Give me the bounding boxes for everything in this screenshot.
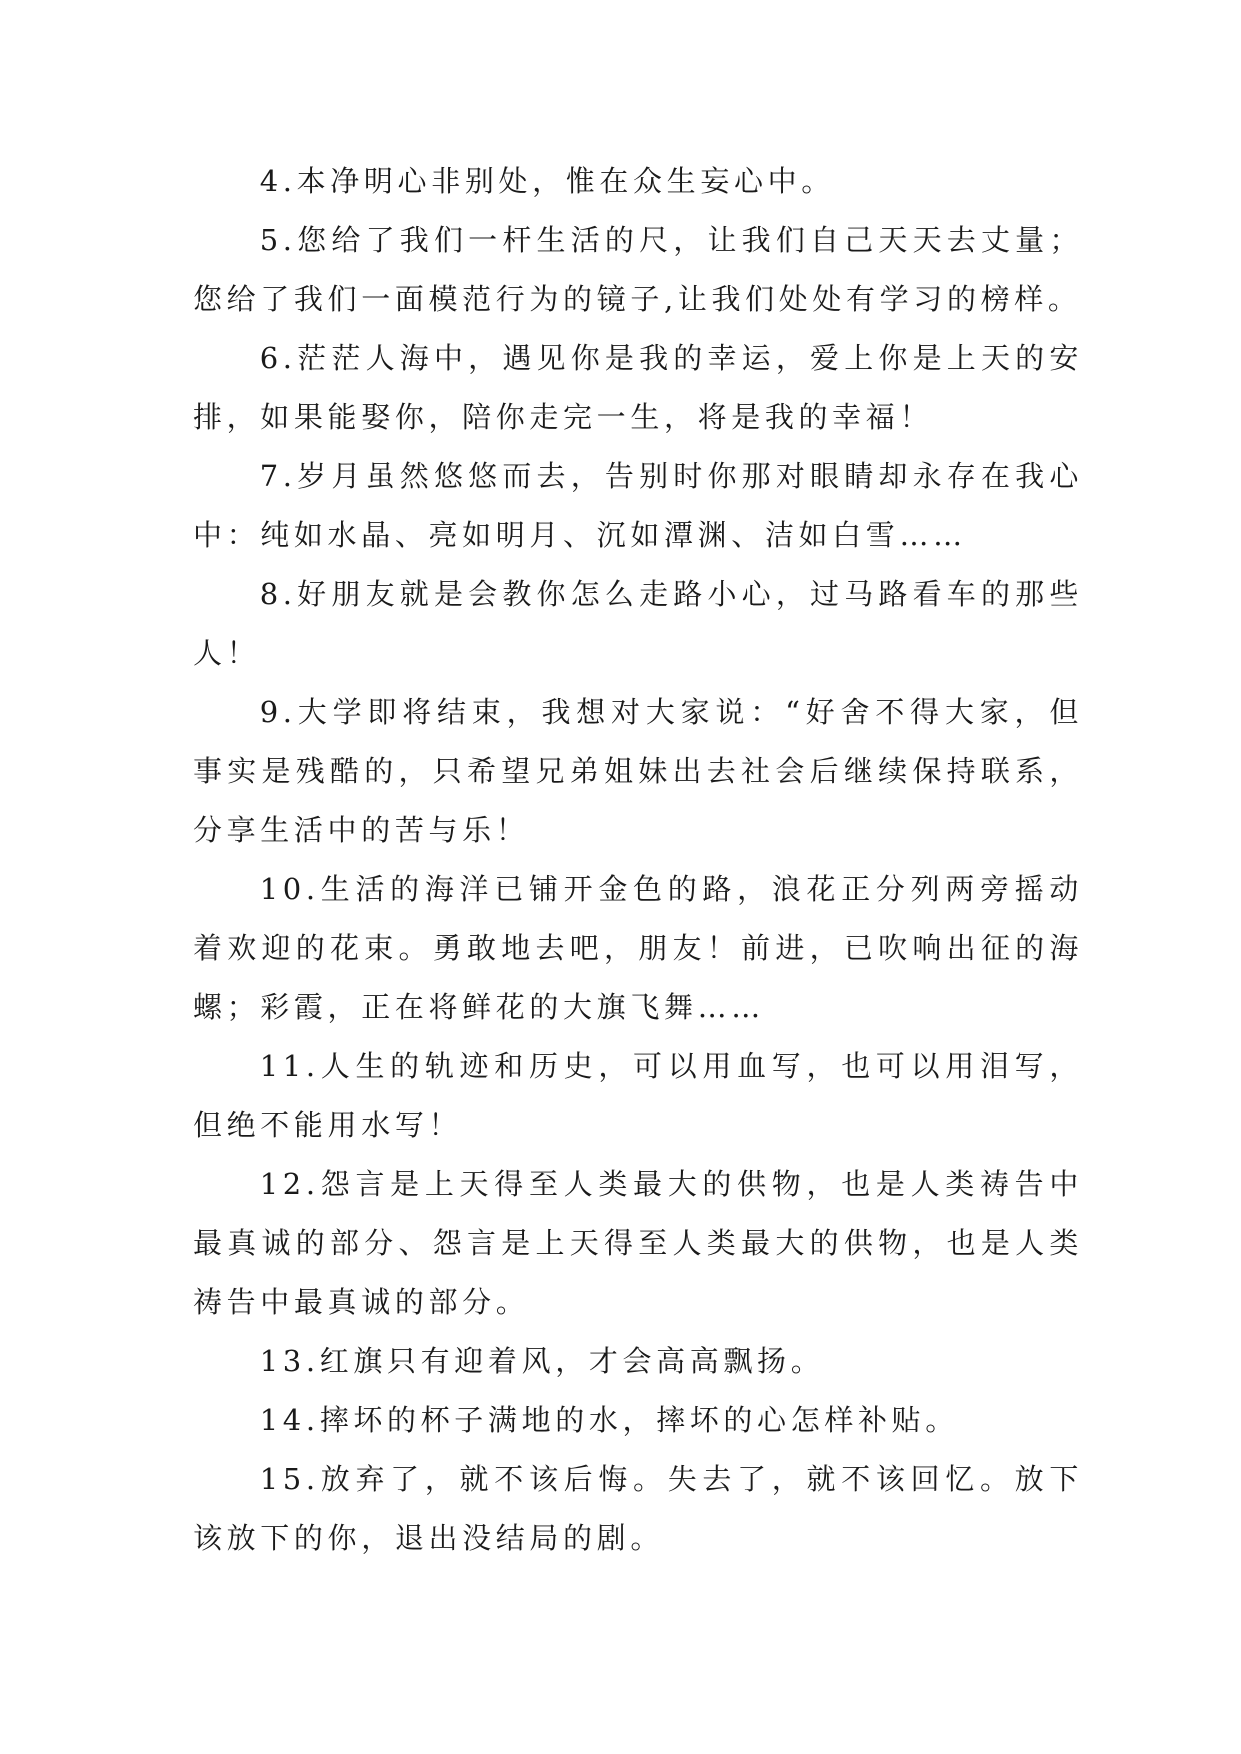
paragraph-15: 15.放弃了，就不该后悔。失去了，就不该回忆。放下该放下的你，退出没结局的剧。 [193,1462,1083,1555]
paragraph-12: 12.怨言是上天得至人类最大的供物，也是人类祷告中最真诚的部分、怨言是上天得至人类最大的供物，也是人类祷告中最真诚的部分。 [193,1167,1083,1319]
paragraph-6: 6.茫茫人海中，遇见你是我的幸运，爱上你是上天的安排，如果能娶你，陪你走完一生，将是我的幸福！ [193,341,1083,434]
paragraph-4: 4.本净明心非别处，惟在众生妄心中。 [259,164,835,198]
paragraph-10: 10.生活的海洋已铺开金色的路，浪花正分列两旁摇动着欢迎的花束。勇敢地去吧，朋友！前进，已吹响出征的海螺；彩霞，正在将鲜花的大旗飞舞…… [193,872,1083,1024]
paragraph-8: 8.好朋友就是会教你怎么走路小心，过马路看车的那些人！ [193,577,1083,670]
body-text [193,152,1083,1568]
paragraph-14: 14.摔坏的杯子满地的水，摔坏的心怎样补贴。 [259,1403,959,1437]
paragraph-11: 11.人生的轨迹和历史，可以用血写，也可以用泪写，但绝不能用水写！ [193,1049,1083,1142]
paragraph-5: 5.您给了我们一杆生活的尺，让我们自己天天去丈量；您给了我们一面模范行为的镜子,让我们处处有学习的榜样。 [193,223,1083,316]
paragraph-9: 9.大学即将结束，我想对大家说：“好舍不得大家，但事实是残酷的，只希望兄弟姐妹出去社会后继续保持联系，分享生活中的苦与乐！ [193,695,1083,847]
paragraph-7: 7.岁月虽然悠悠而去，告别时你那对眼睛却永存在我心中：纯如水晶、亮如明月、沉如潭渊、洁如白雪…… [193,459,1083,552]
paragraph-13: 13.红旗只有迎着风，才会高高飘扬。 [259,1344,825,1378]
